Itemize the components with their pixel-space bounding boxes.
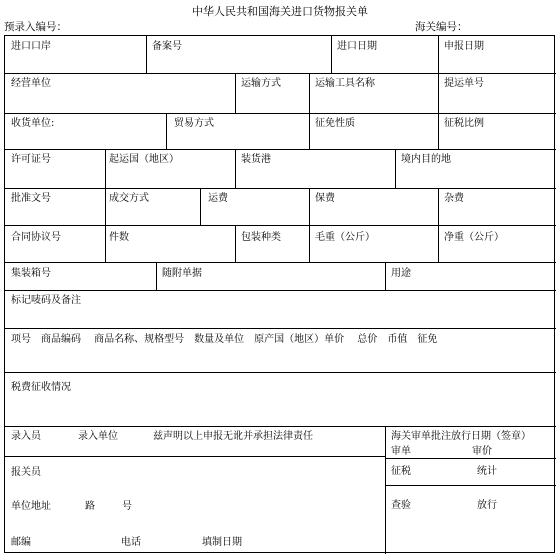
vehicle-name-label: 运输工具名称 (315, 78, 375, 89)
approval-number-label: 批准文号 (11, 193, 51, 204)
bill-of-lading-label: 提运单号 (444, 78, 484, 89)
customs-number-label: 海关编号： (415, 21, 468, 33)
declaration-statement: 兹声明以上申报无讹并承担法律责任 (153, 431, 313, 442)
col-divider (309, 73, 310, 113)
col-divider (235, 149, 236, 188)
col-divider (438, 36, 439, 73)
col-divider (105, 149, 106, 188)
levy-nature-label: 征免性质 (315, 118, 355, 129)
tax-status-label: 税费征收情况 (11, 382, 71, 393)
row-divider (5, 290, 556, 291)
entry-clerk-label: 录入员 (11, 431, 41, 442)
contract-number-label: 合同协议号 (11, 232, 61, 243)
goods-columns-header: 项号 商品编码 商品名称、规格型号 数量及单位 原产国（地区）单价 总价 币值 征免 (11, 334, 438, 345)
phone-label: 电话 (121, 537, 141, 548)
inspection-label: 查验 (391, 500, 411, 511)
row-divider (5, 456, 385, 457)
container-number-label: 集装箱号 (11, 268, 51, 279)
row-divider (5, 188, 556, 189)
col-divider (438, 225, 439, 262)
col-divider (395, 149, 396, 188)
license-number-label: 许可证号 (11, 154, 51, 165)
customs-declaration-form (4, 35, 555, 553)
col-divider (385, 426, 386, 554)
row-divider (5, 73, 556, 74)
trade-mode-label: 贸易方式 (174, 118, 214, 129)
transport-mode-label: 运输方式 (241, 78, 281, 89)
col-divider (438, 188, 439, 225)
tax-rate-label: 征税比例 (444, 118, 484, 129)
consignee-label: 收货单位: (11, 118, 55, 129)
col-divider (331, 36, 332, 73)
col-divider (309, 188, 310, 225)
col-divider (438, 113, 439, 149)
col-divider (235, 73, 236, 113)
statistics-label: 统计 (477, 466, 497, 477)
import-port-label: 进口口岸 (11, 41, 51, 52)
destination-label: 境内目的地 (401, 154, 451, 165)
row-divider (5, 262, 556, 263)
col-divider (105, 188, 106, 225)
unit-address-label: 单位地址 (11, 501, 51, 512)
deal-mode-label: 成交方式 (109, 193, 149, 204)
loading-port-label: 装货港 (241, 154, 271, 165)
col-divider (309, 225, 310, 262)
row-divider (385, 485, 556, 486)
purpose-label: 用途 (391, 268, 411, 279)
insurance-label: 保费 (315, 193, 335, 204)
col-divider (385, 262, 386, 290)
row-divider (5, 149, 556, 150)
misc-fees-label: 杂费 (444, 193, 464, 204)
record-number-label: 备案号 (152, 41, 182, 52)
col-divider (156, 262, 157, 290)
import-date-label: 进口日期 (337, 41, 377, 52)
col-divider (105, 225, 106, 262)
pieces-label: 件数 (109, 232, 129, 243)
review-price-label: 审价 (472, 446, 492, 457)
entry-unit-label: 录入单位 (78, 431, 118, 442)
row-divider (5, 225, 556, 226)
operating-unit-label: 经营单位 (11, 78, 51, 89)
declare-date-label: 申报日期 (444, 41, 484, 52)
form-title: 中华人民共和国海关进口货物报关单 (192, 5, 368, 18)
col-divider (235, 225, 236, 262)
row-divider (5, 426, 556, 427)
row-divider (5, 372, 556, 373)
customs-review-label: 海关审单批注放行日期（签章） (391, 431, 531, 442)
pre-entry-number-label: 预录入编号： (4, 21, 67, 33)
col-divider (438, 73, 439, 113)
col-divider (309, 113, 310, 149)
net-weight-label: 净重（公斤） (444, 232, 504, 243)
col-divider (146, 36, 147, 73)
road-label: 路 (85, 501, 95, 512)
row-divider (385, 458, 556, 459)
gross-weight-label: 毛重（公斤） (315, 232, 375, 243)
freight-label: 运费 (208, 193, 228, 204)
fill-date-label: 填制日期 (202, 537, 242, 548)
package-type-label: 包装种类 (241, 232, 281, 243)
origin-country-label: 起运国（地区） (109, 154, 179, 165)
marks-remarks-label: 标记唛码及备注 (11, 295, 81, 306)
levy-tax-label: 征税 (391, 466, 411, 477)
row-divider (5, 113, 556, 114)
declarant-label: 报关员 (11, 467, 41, 478)
col-divider (166, 113, 167, 149)
row-divider (5, 328, 556, 329)
number-label: 号 (122, 501, 132, 512)
attached-documents-label: 随附单据 (162, 268, 202, 279)
postcode-label: 邮编 (11, 537, 31, 548)
review-document-label: 审单 (391, 446, 411, 457)
release-label: 放行 (477, 500, 497, 511)
col-divider (200, 188, 201, 225)
